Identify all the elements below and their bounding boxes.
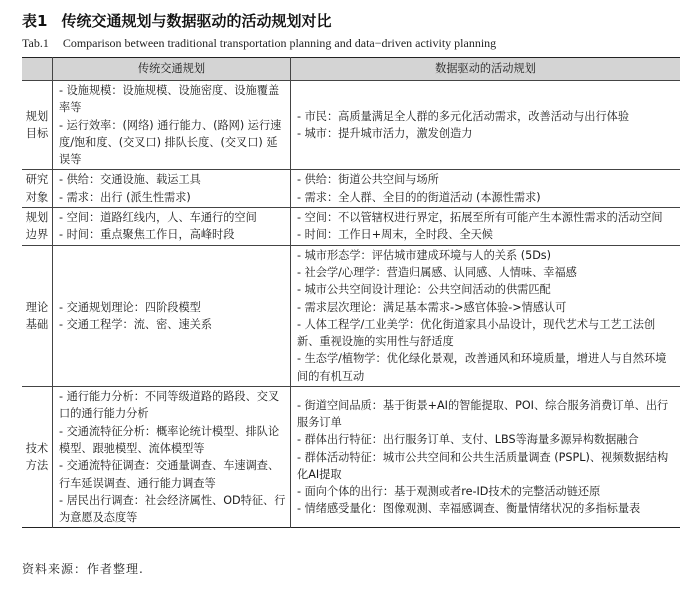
- category-line: 研究: [25, 173, 49, 187]
- data-driven-item: - 需求层次理论：满足基本需求->感官体验->情感认可: [297, 300, 567, 314]
- data-driven-item: - 面向个体的出行：基于观测或者re-ID技术的完整活动链还原: [297, 485, 601, 499]
- traditional-item: - 供给：交通设施、载运工具: [59, 173, 201, 187]
- table-caption-en: [22, 36, 496, 51]
- data-driven-item: - 城市：提升城市活力，激发创造力: [297, 127, 473, 141]
- traditional-item: - 运行效率：(网络) 通行能力、(路网) 运行速度/饱和度、(交叉口) 排队长度、(交叉口) 延误等: [59, 118, 282, 167]
- data-driven-item: - 时间：工作日+周末，全时段、全天候: [297, 228, 493, 242]
- data-driven-cell: [291, 208, 681, 246]
- data-driven-item: - 街道空间品质：基于街景+AI的智能提取、POI、综合服务消费订单、出行服务订单: [297, 398, 669, 429]
- data-driven-cell: [291, 387, 681, 528]
- header-data-driven: 数据驱动的活动规划: [291, 58, 681, 81]
- category-line: 目标: [25, 127, 49, 141]
- traditional-item: - 空间：道路红线内，人、车通行的空间: [59, 211, 257, 225]
- row-category-cell: [22, 170, 53, 208]
- data-driven-item: - 社会学/心理学：营造归属感、认同感、人情味、幸福感: [297, 265, 577, 279]
- traditional-cell: [53, 170, 291, 208]
- traditional-item: - 时间：重点聚焦工作日，高峰时段: [59, 228, 235, 242]
- row-category-cell: [22, 81, 53, 170]
- table-header-row: [22, 58, 680, 81]
- data-driven-item: - 市民：高质量满足全人群的多元化活动需求，改善活动与出行体验: [297, 109, 630, 123]
- data-driven-cell: [291, 81, 681, 170]
- category-line: 规划: [25, 211, 49, 225]
- row-category-cell: [22, 245, 53, 386]
- table-row: [22, 81, 680, 170]
- table-title-en: Comparison between traditional transportation planning and data−driven activity planning: [62, 36, 497, 50]
- traditional-item: - 交通规划理论：四阶段模型: [59, 300, 201, 314]
- category-line: 基础: [25, 317, 49, 331]
- header-traditional: 传统交通规划: [53, 58, 291, 81]
- traditional-item: - 居民出行调查：社会经济属性、OD特征、行为意愿及态度等: [59, 493, 286, 525]
- table-number-en: Tab.1: [22, 36, 49, 50]
- traditional-item: - 需求：出行 (派生性需求): [59, 190, 191, 204]
- data-driven-item: - 供给：街道公共空间与场所: [297, 173, 439, 187]
- table-row: [22, 170, 680, 208]
- data-driven-item: - 群体活动特征：城市公共空间和公共生活质量调查 (PSPL)、视频数据结构化AI提取: [297, 450, 669, 481]
- traditional-item: - 交通流特征调查：交通量调查、车速调查、行车延误调查、通行能力调查等: [59, 459, 280, 490]
- table-row: [22, 245, 680, 386]
- traditional-item: - 设施规模：设施规模、设施密度、设施覆盖率等: [59, 84, 280, 115]
- table-row: [22, 208, 680, 246]
- category-line: 对象: [25, 190, 49, 204]
- header-category: [22, 58, 53, 81]
- row-category-cell: [22, 387, 53, 528]
- source-note: 资料来源：作者整理.: [22, 562, 144, 576]
- category-line: 方法: [25, 459, 49, 473]
- data-driven-item: - 城市公共空间设计理论：公共空间活动的供需匹配: [297, 283, 551, 297]
- data-driven-cell: [291, 170, 681, 208]
- traditional-item: - 通行能力分析：不同等级道路的路段、交叉口的通行能力分析: [59, 390, 280, 421]
- data-driven-cell: [291, 245, 681, 386]
- table-title-cn: 传统交通规划与数据驱动的活动规划对比: [61, 12, 332, 30]
- traditional-cell: [53, 387, 291, 528]
- traditional-cell: [53, 208, 291, 246]
- row-category-cell: [22, 208, 53, 246]
- table-row: [22, 387, 680, 528]
- data-driven-item: - 群体出行特征：出行服务订单、支付、LBS等海量多源异构数据融合: [297, 433, 639, 447]
- traditional-cell: [53, 81, 291, 170]
- table-number-cn: 表1: [22, 12, 48, 30]
- category-line: 技术: [25, 441, 49, 455]
- category-line: 边界: [25, 228, 49, 242]
- traditional-item: - 交通流特征分析：概率论统计模型、排队论模型、跟驰模型、流体模型等: [59, 424, 280, 455]
- comparison-table: [22, 57, 680, 528]
- data-driven-item: - 城市形态学：评估城市建成环境与人的关系 (5Ds): [297, 248, 552, 262]
- table-caption-cn: [22, 10, 331, 31]
- data-driven-item: - 情绪感受量化：图像观测、幸福感调查、衡量情绪状况的多指标量表: [297, 502, 641, 516]
- data-driven-item: - 需求：全人群、全目的的街道活动 (本源性需求): [297, 190, 541, 204]
- traditional-cell: [53, 245, 291, 386]
- category-line: 理论: [25, 300, 49, 314]
- data-driven-item: - 生态学/植物学：优化绿化景观，改善通风和环境质量，增进人与自然环境间的有机互动: [297, 352, 667, 383]
- data-driven-item: - 空间：不以管辖权进行界定，拓展至所有可能产生本源性需求的活动空间: [297, 211, 663, 225]
- traditional-item: - 交通工程学：流、密、速关系: [59, 317, 213, 331]
- category-line: 规划: [25, 109, 49, 123]
- data-driven-item: - 人体工程学/工业美学：优化街道家具小品设计，现代艺术与工艺工法创新、重视设施的实用性与舒适度: [297, 317, 656, 349]
